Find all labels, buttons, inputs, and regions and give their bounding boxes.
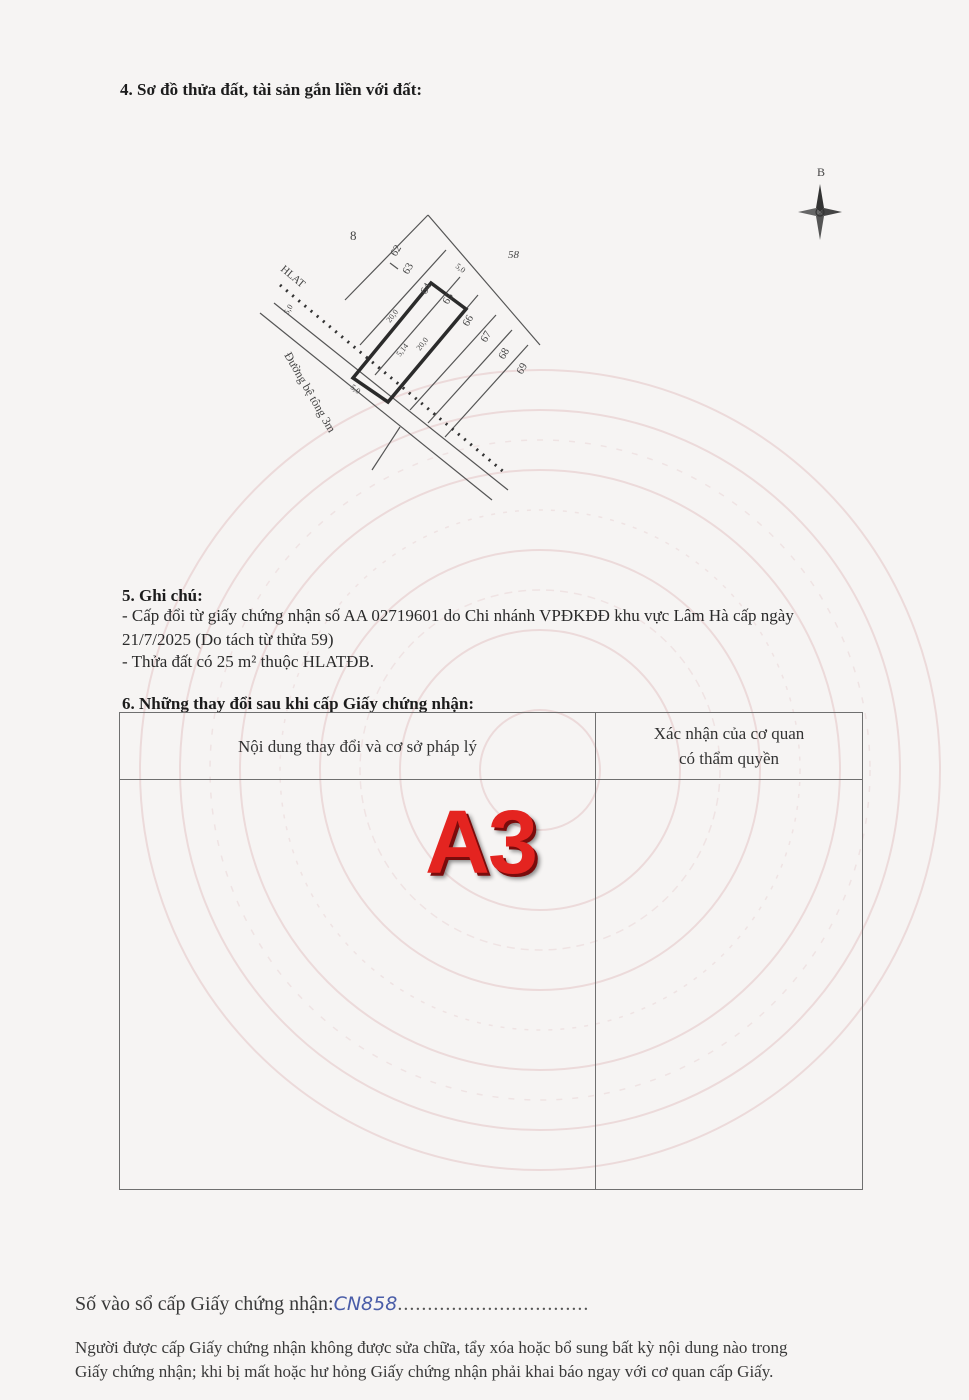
- changes-table: [119, 712, 863, 1190]
- col-changes-header: [120, 713, 596, 780]
- warning-line-1: Người được cấp Giấy chứng nhận không được sửa chữa, tẩy xóa hoặc bổ sung bất kỳ nội dung nào trong: [75, 1338, 788, 1357]
- note-line-2: 21/7/2025 (Do tách từ thửa 59): [122, 630, 334, 649]
- sheet-number-label: 8: [350, 228, 357, 243]
- note-line-1: - Cấp đổi từ giấy chứng nhận số AA 02719601 do Chi nhánh VPĐKĐĐ khu vực Lâm Hà cấp ngày: [122, 606, 794, 625]
- registration-dots: ................................: [397, 1293, 590, 1315]
- registration-line: [75, 1293, 589, 1316]
- registration-label: Số vào sổ cấp Giấy chứng nhận:: [75, 1293, 334, 1315]
- dimension-left: 5,0: [281, 302, 295, 316]
- section-6-heading: 6. Những thay đổi sau khi cấp Giấy chứng nhận:: [122, 694, 475, 713]
- parcel-64-label: 64: [418, 280, 435, 297]
- parcel-63-label: 63: [400, 260, 417, 277]
- parcel-67-label: 67: [478, 328, 495, 345]
- section-5-heading: 5. Ghi chú:: [122, 586, 203, 605]
- dimension-side-c: 5,14: [394, 341, 411, 359]
- parcel-69-label: 69: [514, 360, 531, 377]
- a3-stamp-label: A3: [425, 793, 537, 893]
- parcel-58-label: 58: [508, 249, 519, 261]
- road-label: Đường bệ tông 3m: [281, 349, 339, 435]
- note-line-3: - Thửa đất có 25 m² thuộc HLATĐB.: [122, 652, 374, 671]
- registration-number: CN858: [333, 1293, 398, 1315]
- parcel-62-label: 62: [388, 242, 405, 259]
- parcel-66-label: 66: [460, 312, 477, 329]
- parcel-65-label: 65: [440, 290, 457, 307]
- north-arrow-icon: [790, 162, 850, 252]
- dimension-side-a: 20,0: [384, 307, 401, 325]
- dimension-side-b: 20,0: [414, 335, 431, 353]
- confirmation-cell: [596, 780, 863, 1190]
- warning-line-2: Giấy chứng nhận; khi bị mất hoặc hư hỏng Giấy chứng nhận phải khai báo ngay với cơ quan cấp Giấy.: [75, 1362, 774, 1381]
- col-changes-label: Nội dung thay đổi và cơ sở pháp lý: [238, 736, 477, 756]
- col-confirmation-label-1: Xác nhận của cơ quan: [653, 724, 805, 743]
- parcel-68-label: 68: [496, 345, 513, 362]
- hlat-label: HLAT: [278, 263, 308, 291]
- section-4-heading: 4. Sơ đồ thửa đất, tài sản gắn liền với đất:: [120, 80, 423, 99]
- dimension-top: 5,0: [453, 261, 468, 275]
- table-header-row: [120, 713, 863, 780]
- parcel-map: [250, 205, 550, 520]
- col-confirmation-header: [596, 713, 863, 780]
- dimension-bottom: 5,0: [348, 382, 363, 396]
- north-label: B: [817, 165, 826, 179]
- col-confirmation-label-2: có thẩm quyền: [678, 749, 780, 768]
